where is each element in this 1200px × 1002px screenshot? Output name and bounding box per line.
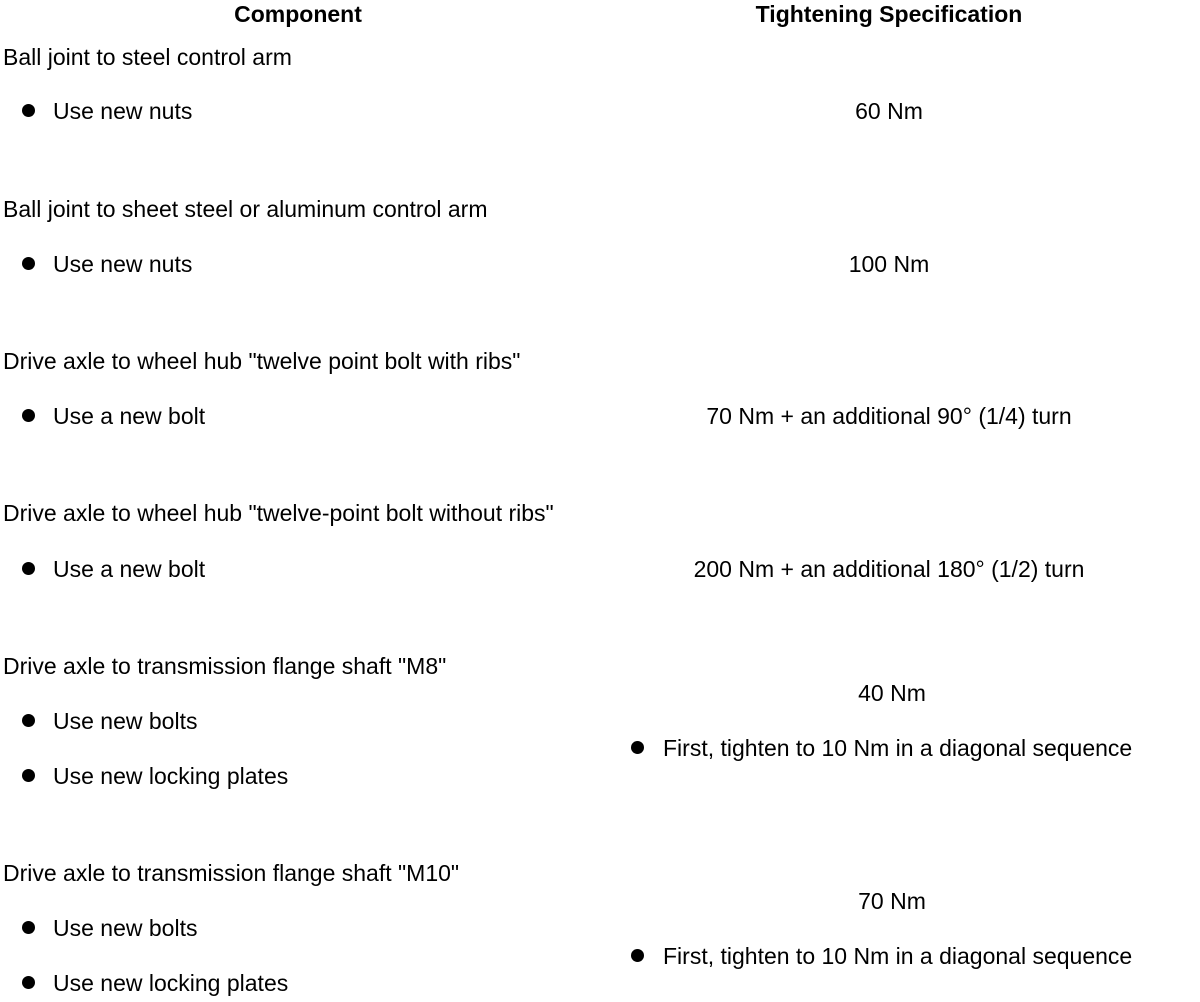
row-5-spec: 40 Nm [858, 680, 926, 706]
row-4-component-title: Drive axle to wheel hub "twelve-point bolt without ribs" [3, 500, 554, 526]
row-3-bullet-1: Use a new bolt [53, 403, 206, 429]
row-6-bullet-2: Use new locking plates [53, 970, 289, 996]
row-5-component-title: Drive axle to transmission flange shaft "M8" [3, 653, 447, 679]
header-tightening-specification: Tightening Specification [755, 1, 1023, 27]
bullet-icon [631, 741, 644, 754]
row-6-component-title: Drive axle to transmission flange shaft "M10" [3, 860, 460, 886]
bullet-icon [22, 409, 35, 422]
row-4-bullet-1: Use a new bolt [53, 556, 206, 582]
bullet-icon [22, 257, 35, 270]
bullet-icon [22, 769, 35, 782]
bullet-icon [631, 949, 644, 962]
bullet-icon [22, 714, 35, 727]
row-6-spec: 70 Nm [858, 888, 926, 914]
row-2-spec: 100 Nm [848, 251, 930, 277]
bullet-icon [22, 562, 35, 575]
row-1-spec: 60 Nm [855, 98, 923, 124]
bullet-icon [22, 976, 35, 989]
row-5-bullet-1: Use new bolts [53, 708, 198, 734]
row-1-bullet-1: Use new nuts [53, 98, 193, 124]
row-5-bullet-2: Use new locking plates [53, 763, 289, 789]
row-4-spec: 200 Nm + an additional 180° (1/2) turn [693, 556, 1085, 582]
header-component: Component [234, 1, 362, 27]
row-6-spec-note: First, tighten to 10 Nm in a diagonal sequence [663, 943, 1133, 969]
bullet-icon [22, 921, 35, 934]
row-6-bullet-1: Use new bolts [53, 915, 198, 941]
row-2-bullet-1: Use new nuts [53, 251, 193, 277]
bullet-icon [22, 104, 35, 117]
row-3-spec: 70 Nm + an additional 90° (1/4) turn [706, 403, 1072, 429]
row-3-component-title: Drive axle to wheel hub "twelve point bolt with ribs" [3, 348, 521, 374]
row-5-spec-note: First, tighten to 10 Nm in a diagonal sequence [663, 735, 1133, 761]
row-1-component-title: Ball joint to steel control arm [3, 44, 292, 70]
row-2-component-title: Ball joint to sheet steel or aluminum control arm [3, 196, 488, 222]
